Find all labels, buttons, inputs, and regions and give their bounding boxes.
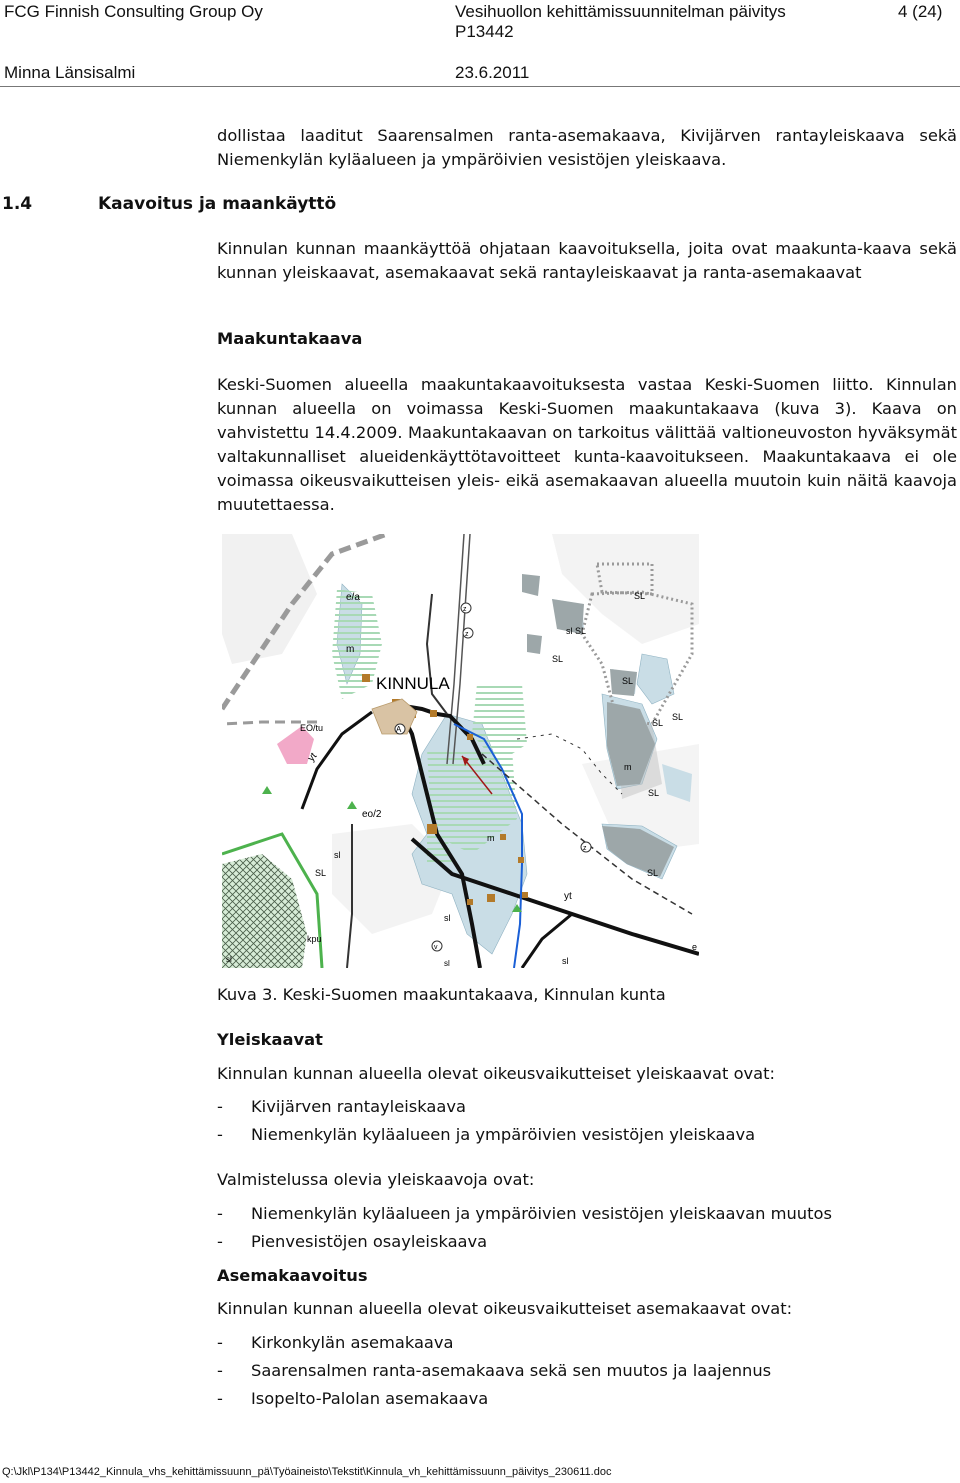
map-label-eotu: EO/tu — [300, 723, 324, 733]
map-label-sl5: sl — [444, 959, 450, 968]
map-label-kinnula: KINNULA — [376, 674, 450, 693]
maakuntakaava-heading: Maakuntakaava — [217, 329, 363, 348]
map-label-sl4: sl — [562, 956, 569, 966]
map-label-SL1: SL — [315, 868, 327, 878]
map-label-m2: m — [624, 762, 632, 772]
header-doc-title: Vesihuollon kehittämissuunnitelman päivitys — [455, 2, 786, 21]
header-date: 23.6.2011 — [455, 63, 530, 82]
list-item: - Isopelto-Palolan asemakaava — [217, 1389, 489, 1408]
map-label-sl1: sl — [334, 850, 341, 860]
list-item: - Niemenkylän kyläalueen ja ympäröivien vesistöjen yleiskaavan muutos — [217, 1204, 832, 1223]
regional-plan-map — [222, 534, 699, 968]
yleiskaavat-list — [217, 1093, 957, 1149]
header-project: P13442 — [455, 22, 514, 41]
map-label-m1: m — [346, 644, 355, 655]
yleiskaavat-prep-intro: Valmistelussa olevia yleiskaavoja ovat: — [217, 1170, 535, 1189]
section-title: Kaavoitus ja maankäyttö — [98, 194, 337, 214]
header-company: FCG Finnish Consulting Group Oy — [4, 2, 263, 21]
map-label-ea: e/a — [346, 592, 360, 603]
map-label-SL-g: SL — [647, 868, 659, 878]
map-label-SL-c: SL — [622, 676, 634, 686]
section-heading — [2, 194, 337, 214]
map-label-SL-d: SL — [652, 718, 664, 728]
maakuntakaava-paragraph: Keski-Suomen alueella maakuntakaavoituksesta vastaa Keski-Suomen liitto. Kinnulan kunnan alueella on voimassa Keski-Suomen maakuntakaava (kuva 3). Kaava on vahvistettu 14.4.2009. Maakuntakaavan on tarkoitus välittää valtioneuvoston hyväksymät valtakunnalliset alueidenkäyttötavoitteet kunta-kaavoitukseen. Maakuntakaava ei ole voimassa oikeusvaikutteisen yleis- eikä asemakaavan alueella muutoin kuin näitä kaavoja muutettaessa. — [217, 375, 957, 514]
list-item: - Saarensalmen ranta-asemakaava sekä sen muutos ja laajennus — [217, 1361, 772, 1380]
map-label-SL-f: SL — [648, 788, 660, 798]
map-label-z3: z — [583, 845, 587, 852]
list-item: - Kirkonkylän asemakaava — [217, 1333, 454, 1352]
map-label-z1: z — [463, 606, 467, 613]
map-label-m3: m — [487, 833, 495, 843]
list-item: - Pienvesistöjen osayleiskaava — [217, 1232, 488, 1251]
intro-paragraph: dollistaa laaditut Saarensalmen ranta-asemakaava, Kivijärven rantayleiskaava sekä Niemenkylän kyläalueen ja ympäröivien vesistöjen yleiskaava. — [217, 126, 957, 169]
header-rule — [0, 86, 960, 87]
header-page-number: 4 (24) — [898, 2, 943, 21]
map-label-v1: v — [434, 944, 438, 951]
map-label-eo2: eo/2 — [362, 809, 382, 820]
section-paragraph: Kinnulan kunnan maankäyttöä ohjataan kaavoituksella, joita ovat maakunta-kaava sekä kunnan yleiskaavat, asemakaavat sekä rantayleiskaavat ja ranta-asemakaavat — [217, 239, 957, 282]
map-label-SL-a: SL — [634, 591, 646, 601]
map-label-SL-b: SL — [552, 654, 564, 664]
asemakaavoitus-list — [217, 1329, 957, 1413]
map-label-sl2: sl — [226, 955, 232, 964]
yleiskaavat-prep-list — [217, 1200, 957, 1256]
map-label-slSL: sl SL — [566, 626, 587, 636]
footer-file-path: Q:\Jkl\P134\P13442_Kinnula_vhs_kehittämissuunn_pä\Työaineisto\Tekstit\Kinnula_vh_kehittämissuunn_päivitys_230611.doc — [2, 1466, 612, 1478]
map-label-SL-e: SL — [672, 712, 684, 722]
map-caption: Kuva 3. Keski-Suomen maakuntakaava, Kinnulan kunta — [217, 985, 666, 1004]
map-label-yt1: yt — [305, 750, 320, 764]
map-label-e1: e — [692, 942, 698, 952]
map-label-A: A — [396, 725, 402, 734]
list-item: - Kivijärven rantayleiskaava — [217, 1097, 466, 1116]
map-label-kpu: kpu — [307, 934, 322, 944]
yleiskaavat-intro: Kinnulan kunnan alueella olevat oikeusvaikutteiset yleiskaavat ovat: — [217, 1064, 776, 1083]
map-label-z2: z — [465, 631, 469, 638]
asemakaavoitus-heading: Asemakaavoitus — [217, 1266, 368, 1285]
map-label-sl3: sl — [444, 913, 451, 923]
map-label-yt2: yt — [564, 891, 572, 902]
list-item: - Niemenkylän kyläalueen ja ympäröivien vesistöjen yleiskaava — [217, 1125, 756, 1144]
header-author: Minna Länsisalmi — [4, 63, 136, 82]
yleiskaavat-heading: Yleiskaavat — [217, 1030, 323, 1049]
section-number: 1.4 — [2, 194, 33, 214]
asemakaavoitus-intro: Kinnulan kunnan alueella olevat oikeusvaikutteiset asemakaavat ovat: — [217, 1299, 793, 1318]
